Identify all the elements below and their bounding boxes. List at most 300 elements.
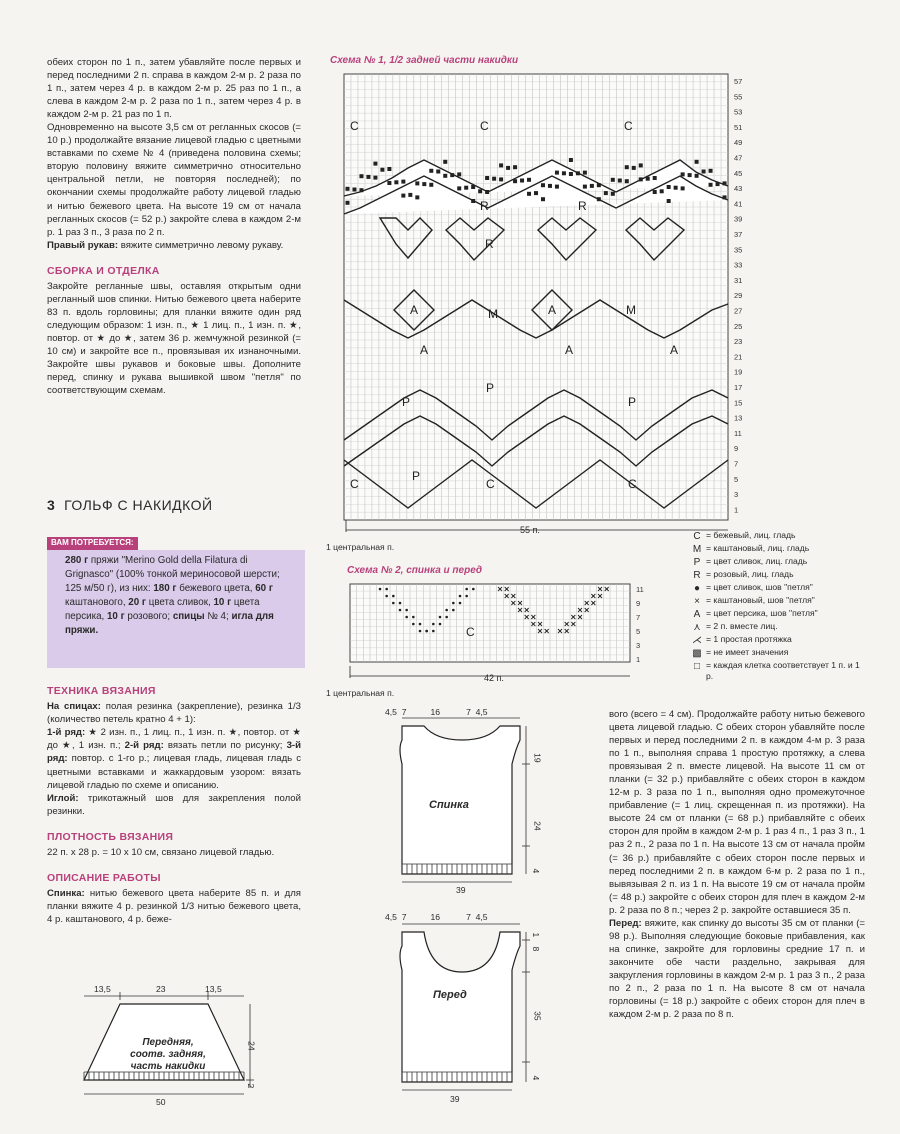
stitch-dot — [452, 602, 455, 605]
paragraph: обеих сторон по 1 п., затем убавляйте после первых и перед последними 2 п. справа в каждом 2-м р. 2 раза по 1 п., затем через 4 р. в каждом 2-м р. 25 раз по 1 п., а слева в каждом 2-м р. 2 раза по 1 п., затем через 4 р. в каждом 2-м р. 21 раз по 1 п. — [47, 57, 301, 121]
stitch-dot — [445, 616, 448, 619]
stitch-mark — [597, 197, 601, 201]
stitch-letter: A — [548, 303, 557, 317]
paragraph — [47, 792, 301, 818]
legend-text: = 1 простая протяжка — [706, 634, 792, 644]
stitch-mark — [520, 179, 524, 183]
stitch-mark — [590, 184, 594, 188]
front-dim-8: 8 — [531, 946, 542, 952]
paragraph-text: нитью бежевого цвета наберите 85 п. и для планки вяжите 4 р. резинкой 1/3 нитью бежевого цвета, 4 р. каштанового, 4 р. беже- — [47, 888, 301, 926]
materials-part: бежевого цвета, — [176, 582, 256, 594]
stitch-dot — [465, 595, 468, 598]
bold-term: Перед: — [609, 917, 642, 929]
stitch-letter: C — [350, 477, 359, 491]
stitch-mark — [625, 179, 629, 183]
row-number: 33 — [734, 260, 743, 270]
stitch-mark — [681, 186, 685, 190]
legend-symbol: R — [693, 570, 701, 581]
stitch-mark — [527, 178, 531, 182]
materials-part: 10 г — [106, 610, 125, 622]
scheme2-letter: C — [466, 625, 475, 639]
stitch-mark — [667, 199, 671, 203]
stitch-letter: C — [350, 119, 359, 133]
paragraph-text: вяжите симметрично левому рукаву. — [118, 239, 284, 251]
legend-item — [688, 660, 866, 686]
row-number: 55 — [734, 92, 743, 102]
stitch-mark — [471, 199, 475, 203]
front-outline — [400, 932, 520, 1082]
section-heading: ОПИСАНИЕ РАБОТЫ — [47, 872, 161, 884]
stitch-mark — [443, 174, 447, 178]
stitch-dot — [419, 630, 422, 633]
scheme1-caption: Схема № 1, 1/2 задней части накидки — [330, 55, 519, 66]
paragraph — [609, 917, 865, 1021]
legend-item — [688, 543, 866, 556]
stitch-mark — [513, 179, 517, 183]
materials-part: 20 г — [128, 596, 146, 608]
stitch-letter: R — [485, 237, 494, 251]
front-width: 39 — [450, 1094, 460, 1104]
stitch-mark — [660, 189, 664, 193]
stitch-mark — [709, 183, 713, 187]
back-dim-24: 24 — [532, 821, 543, 831]
scheme1-width-label: 55 п. — [520, 525, 540, 535]
stitch-mark — [457, 186, 461, 190]
left-column-bottom — [47, 684, 301, 926]
stitch-mark — [471, 185, 475, 189]
stitch-mark — [576, 171, 580, 175]
row-number: 49 — [734, 138, 743, 148]
stitch-mark — [618, 179, 622, 183]
stitch-dot — [472, 588, 475, 591]
stitch-mark — [422, 182, 426, 186]
dim: 16 — [430, 707, 441, 717]
cape-dim-24: 24 — [246, 1041, 257, 1051]
dim: 7 — [466, 912, 471, 922]
stitch-dot — [405, 616, 408, 619]
stitch-dot — [439, 616, 442, 619]
stitch-letter: C — [624, 119, 633, 133]
scheme1-row-numbers — [734, 77, 742, 514]
legend-text: = не имеет значения — [706, 647, 789, 657]
materials-part: каштанового, — [65, 596, 129, 608]
cape-label — [118, 1037, 218, 1073]
stitch-letter: A — [410, 303, 419, 317]
scheme1-center-label: 1 центральная п. — [326, 542, 395, 552]
row-number: 15 — [734, 398, 743, 408]
stitch-mark — [429, 183, 433, 187]
stitch-mark — [506, 166, 510, 170]
legend-item — [688, 634, 866, 647]
row-number: 23 — [734, 337, 743, 347]
paragraph — [47, 887, 301, 926]
stitch-mark — [709, 169, 713, 173]
bold-term: Иглой: — [47, 792, 79, 804]
stitch-mark — [688, 173, 692, 177]
stitch-mark — [346, 201, 350, 205]
legend-symbol: □ — [693, 661, 701, 672]
stitch-dot — [392, 602, 395, 605]
legend-symbol: M — [692, 544, 702, 555]
back-width: 39 — [456, 885, 466, 895]
stitch-mark — [702, 170, 706, 174]
paragraph: 22 п. x 28 р. = 10 x 10 см, связано лицевой гладью. — [47, 846, 275, 858]
paragraph-text: повтор. с 1-го р.; лицевая гладь, лицевая гладь с цветными вставками и жаккардовым узором: вязать лицевой гладью по схеме и описанию. — [47, 753, 301, 791]
stitch-mark — [667, 185, 671, 189]
legend-text: = цвет персика, шов "петля" — [706, 608, 818, 618]
row-number: 5 — [734, 474, 739, 484]
cape-width: 50 — [156, 1097, 166, 1107]
stitch-mark — [394, 180, 398, 184]
materials-part: № 4; — [204, 610, 232, 622]
stitch-mark — [485, 190, 489, 194]
bold-term: 3-й ряд: — [47, 740, 301, 765]
stitch-dot — [459, 595, 462, 598]
front-label: Перед — [433, 989, 467, 1001]
row-number: 25 — [734, 321, 743, 331]
stitch-mark — [653, 176, 657, 180]
stitch-dot — [399, 602, 402, 605]
section-heading: СБОРКА И ОТДЕЛКА — [47, 264, 160, 277]
stitch-mark — [443, 160, 447, 164]
row-number: 29 — [734, 291, 743, 301]
stitch-letter: R — [578, 199, 587, 213]
scheme2-grid — [350, 584, 630, 678]
stitch-mark — [583, 185, 587, 189]
stitch-mark — [695, 174, 699, 178]
legend-text: = каштановый, лиц. гладь — [706, 543, 810, 553]
row-number: 41 — [734, 199, 743, 209]
stitch-mark — [597, 183, 601, 187]
section-heading: ТЕХНИКА ВЯЗАНИЯ — [47, 685, 156, 697]
row-number: 1 — [636, 655, 641, 664]
materials-text — [65, 554, 295, 637]
bold-term: Правый рукав: — [47, 239, 119, 251]
front-dim-4: 4 — [531, 1075, 542, 1081]
stitch-mark — [646, 177, 650, 181]
cape-dim-mid: 23 — [156, 984, 166, 994]
dim: 4,5 — [475, 912, 488, 922]
row-number: 39 — [734, 214, 743, 224]
stitch-mark — [562, 171, 566, 175]
materials-part: розового; — [124, 610, 173, 622]
stitch-mark — [555, 185, 559, 189]
paragraph — [47, 239, 301, 252]
paragraph: Закройте регланные швы, оставляя открытым одни регланный шов спинки. Нитью бежевого цвета наберите 83 п. вдоль горловины; для планки вяжите один ряд следующим образом: 1 изн. п., ★ 1 лиц. п., 1 изн. п. ★, повтор. от ★ до ★, затем 36 р. жемчужной резинкой (= 10 см) и закройте все п., провязывая их изнаночными. Закройте швы рукавов и боковые швы. Дополните перед, спинку и рукава вышивкой швом "петля" по соответствующим схемам. — [47, 280, 301, 397]
scheme2-width-label: 42 п. — [484, 673, 504, 683]
stitch-letter: R — [480, 199, 489, 213]
row-number: 35 — [734, 245, 743, 255]
stitch-mark — [366, 175, 370, 179]
legend-item — [688, 595, 866, 608]
legend-item — [688, 608, 866, 621]
row-number: 53 — [734, 107, 743, 117]
stitch-mark — [681, 172, 685, 176]
row-number: 47 — [734, 153, 743, 163]
row-number: 51 — [734, 122, 743, 132]
dim: 4,5 — [385, 707, 397, 717]
stitch-mark — [401, 194, 405, 198]
stitch-mark — [723, 195, 727, 199]
materials-part: игла для пряжи. — [65, 610, 274, 636]
row-number: 45 — [734, 168, 743, 178]
stitch-dot — [412, 623, 415, 626]
stitch-dot — [419, 623, 422, 626]
stitch-mark — [401, 180, 405, 184]
stitch-mark — [485, 176, 489, 180]
row-number: 31 — [734, 275, 743, 285]
legend-text: = розовый, лиц. гладь — [706, 569, 794, 579]
stitch-mark — [541, 183, 545, 187]
row-number: 9 — [636, 599, 641, 608]
row-number: 27 — [734, 306, 743, 316]
stitch-letter: C — [480, 119, 489, 133]
stitch-mark — [387, 167, 391, 171]
stitch-mark — [492, 177, 496, 181]
materials-part: 60 г — [255, 582, 273, 594]
cape-dim-2: 2 — [246, 1083, 257, 1089]
materials-box — [47, 550, 305, 668]
row-number: 1 — [734, 505, 739, 515]
row-number: 13 — [734, 413, 743, 423]
stitch-mark — [632, 166, 636, 170]
stitch-dot — [465, 588, 468, 591]
stitch-dot — [432, 623, 435, 626]
row-number: 5 — [636, 627, 641, 636]
paragraph — [47, 726, 301, 791]
dim: 7 — [401, 707, 407, 717]
stitch-mark — [695, 160, 699, 164]
stitch-mark — [639, 177, 643, 181]
section-heading: ПЛОТНОСТЬ ВЯЗАНИЯ — [47, 830, 174, 843]
stitch-dot — [412, 616, 415, 619]
paragraph-text: вяжите, как спинку до высоты 35 см от планки (= 98 р.). Выполняя следующие боковые прибавления, как на спинке, закройте для горловины средние 17 п. и закончите обе части раздельно, закрывая для закругления горловины в каждом 2-м р. 1 раз 3 п., 2 раза по 2 п., 2 раза по 1 п. На высоте 8 см от начала горловины (= 18 р.) закройте с обеих сторон для плеч в каждом 2-м р. 2 раза по 8 п. — [609, 917, 865, 1021]
materials-label: ВАМ ПОТРЕБУЕТСЯ: — [47, 537, 138, 550]
front-pattern — [378, 910, 538, 1110]
stitch-mark — [548, 184, 552, 188]
grid-frame — [344, 74, 728, 520]
section-number: 3 — [47, 497, 56, 513]
legend-item — [688, 569, 866, 582]
stitch-mark — [429, 169, 433, 173]
paragraph-text: вязать петли по рисунку; — [163, 740, 287, 752]
stitch-dot — [405, 609, 408, 612]
materials-part: 180 г — [153, 582, 177, 594]
row-number: 19 — [734, 367, 743, 377]
row-number: 11 — [734, 428, 742, 438]
row-number: 43 — [734, 184, 743, 194]
materials-part: цвета персика, — [65, 596, 260, 622]
stitch-dot — [459, 602, 462, 605]
stitch-mark — [583, 171, 587, 175]
legend-text: = 2 п. вместе лиц. — [706, 621, 778, 631]
legend-symbol: A — [693, 609, 701, 620]
stitch-mark — [513, 165, 517, 169]
stitch-mark — [716, 182, 720, 186]
stitch-mark — [352, 188, 356, 192]
row-number: 7 — [734, 459, 739, 469]
bold-term: 1-й ряд: — [47, 727, 86, 739]
bold-term: На спицах: — [47, 701, 101, 713]
legend-text: = цвет сливок, лиц. гладь — [706, 556, 808, 566]
dim: 16 — [430, 912, 441, 922]
stitch-mark — [555, 171, 559, 175]
dim: 7 — [401, 912, 407, 922]
stitch-mark — [499, 177, 503, 181]
legend-item — [688, 582, 866, 595]
legend-item — [688, 647, 866, 660]
legend-text: = цвет сливок, шов "петля" — [706, 582, 813, 592]
stitch-mark — [674, 186, 678, 190]
stitch-mark — [534, 191, 538, 195]
stitch-mark — [415, 181, 419, 185]
back-label: Спинка — [429, 799, 469, 811]
stitch-mark — [478, 189, 482, 193]
materials-part: 10 г — [213, 596, 232, 608]
dim: 4,5 — [475, 707, 488, 717]
stitch-mark — [373, 162, 377, 166]
cape-label-line: часть накидки — [130, 1061, 206, 1072]
stitch-mark — [457, 172, 461, 176]
legend-symbol: ⋏ — [693, 622, 701, 633]
stitch-dot — [432, 630, 435, 633]
stitch-letter: M — [488, 307, 498, 321]
stitch-mark — [346, 187, 350, 191]
legend — [688, 530, 866, 686]
stitch-dot — [445, 609, 448, 612]
stitch-mark — [450, 173, 454, 177]
cape-label-line: соотв. задняя, — [130, 1049, 206, 1060]
stitch-mark — [464, 186, 468, 190]
stitch-dot — [452, 609, 455, 612]
stitch-mark — [359, 174, 363, 178]
legend-symbol: P — [693, 557, 701, 568]
legend-text: = бежевый, лиц. гладь — [706, 530, 796, 540]
dim: 7 — [466, 707, 471, 717]
stitch-mark — [611, 192, 615, 196]
stitch-mark — [625, 165, 629, 169]
legend-symbol: ⋌ — [692, 635, 702, 646]
stitch-mark — [639, 163, 643, 167]
bold-term: 2-й ряд: — [124, 740, 164, 752]
materials-part: пряжи "Merino Gold della Filatura di Grignasco" (100% тонкой мериносовой шерсти; 125 м/50 г), из них: — [65, 555, 280, 594]
stitch-mark — [408, 193, 412, 197]
cape-dim-right: 13,5 — [205, 984, 222, 994]
stitch-dot — [379, 588, 382, 591]
stitch-letter: P — [402, 395, 411, 409]
row-number: 17 — [734, 383, 743, 392]
legend-text: = каждая клетка соответствует 1 п. и 1 р. — [706, 660, 860, 682]
paragraph-text: ★ 2 изн. п., 1 лиц. п., 1 изн. п. ★, повтор. от ★ до ★, 1 изн. п.; — [47, 727, 301, 752]
front-dim-35: 35 — [532, 1011, 543, 1021]
scheme2-row-numbers — [636, 585, 644, 664]
legend-symbol: × — [694, 596, 700, 607]
stitch-mark — [541, 197, 545, 201]
section-title — [47, 496, 213, 515]
stitch-dot — [385, 595, 388, 598]
stitch-mark — [436, 170, 440, 174]
stitch-mark — [373, 176, 377, 180]
stitch-mark — [611, 178, 615, 182]
stitch-letter: P — [486, 381, 495, 395]
stitch-mark — [723, 181, 727, 185]
paragraph-text: полая резинка (закрепление), резинка 1/3 (количество петель кратно 4 + 1): — [47, 701, 301, 726]
stitch-mark — [387, 181, 391, 185]
cape-dim-left: 13,5 — [94, 984, 111, 994]
legend-item — [688, 556, 866, 569]
legend-item — [688, 621, 866, 634]
stitch-mark — [527, 192, 531, 196]
back-top-dims — [385, 707, 488, 719]
stitch-mark — [569, 172, 573, 176]
dim: 4,5 — [385, 912, 397, 922]
row-number: 3 — [734, 490, 739, 500]
stitch-mark — [569, 158, 573, 162]
left-column-top — [47, 56, 301, 397]
cape-label-line: Передняя, — [142, 1037, 194, 1048]
scheme1-chart — [320, 68, 750, 536]
back-dim-4: 4 — [531, 868, 542, 874]
scheme2-caption: Схема № 2, спинка и перед — [347, 565, 483, 576]
stitch-letter: A — [565, 343, 574, 357]
stitch-dot — [385, 588, 388, 591]
paragraph-text: трикотажный шов для закрепления полой резинки. — [47, 792, 301, 817]
legend-symbol: ▩ — [692, 648, 702, 659]
stitch-dot — [439, 623, 442, 626]
stitch-letter: C — [628, 477, 637, 491]
row-number: 57 — [734, 77, 743, 86]
right-column — [609, 708, 865, 1021]
front-top-dims — [385, 912, 488, 924]
legend-item — [688, 530, 866, 543]
section-title-text: ГОЛЬФ С НАКИДКОЙ — [64, 497, 213, 513]
paragraph — [47, 700, 301, 726]
row-number: 21 — [734, 352, 743, 362]
stitch-mark — [359, 188, 363, 192]
row-number: 37 — [734, 230, 743, 239]
row-number: 9 — [734, 444, 739, 454]
materials-part: 280 г — [65, 555, 89, 566]
front-dim-1: 1 — [531, 932, 542, 938]
stitch-letter: A — [670, 343, 679, 357]
legend-symbol: ● — [693, 583, 701, 594]
stitch-letter: P — [412, 469, 421, 483]
paragraph: вого (всего = 4 см). Продолжайте работу нитью бежевого цвета лицевой гладью. С обеих сторон убавляйте после первых и перед последними 2 п. в каждом 4-м р. 3 раза по 1 п., выполняя справа 1 простую протяжку, а слева провязывая 2 п. вместе лицевой. На высоте 11 см от планки (= 32 р.) прибавляйте с обеих сторон в каждом 12-м р. 3 раза по 1 п., выполняя одно промежуточное прибавление (= 1 лиц. скрещенная п. из протяжки). На высоте 24 см от планки (= 68 р.) прибавляйте с обеих сторон для пройм в каждом 2-м р. 1 раз 4 п., 1 раз 3 п., 1 раз 2 п., 2 раза по 1 п. На высоте 13 см от начала пройм (= 36 р.) прибавляйте с обеих сторон после первых и перед последними 2 п. в каждом 6-м р. 2 раза по 1 п., вывязывая 2 п. из 1 п. На высоте 19 см от начала пройм (= 48 р.) закройте с обеих сторон для плеч в каждом 2-м р. 2 раза по 8 п.; через 2 р. закройте оставшиеся 35 п. — [609, 709, 865, 916]
stitch-mark — [499, 163, 503, 167]
bold-term: Спинка: — [47, 888, 85, 900]
stitch-dot — [425, 630, 428, 633]
row-number: 3 — [636, 641, 641, 650]
stitch-letter: M — [626, 303, 636, 317]
scheme2-center-label: 1 центральная п. — [326, 688, 395, 698]
back-dim-19: 19 — [532, 753, 543, 763]
stitch-dot — [399, 609, 402, 612]
stitch-dot — [392, 595, 395, 598]
materials-part: спицы — [172, 610, 205, 622]
stitch-letter: A — [420, 343, 429, 357]
stitch-mark — [415, 195, 419, 199]
legend-symbol: C — [693, 531, 701, 542]
legend-text: = каштановый, шов "петля" — [706, 595, 815, 605]
stitch-mark — [380, 168, 384, 172]
materials-part: цвета сливок, — [146, 596, 214, 608]
stitch-letter: P — [628, 395, 637, 409]
stitch-letter: C — [486, 477, 495, 491]
row-number: 7 — [636, 613, 641, 622]
row-number: 11 — [636, 585, 644, 594]
stitch-mark — [604, 191, 608, 195]
paragraph: Одновременно на высоте 3,5 см от регланных скосов (= 10 р.) продолжайте вязание лицевой гладью с цветными вставками по схеме № 4 (приведена половина схемы; вторую половину вяжите симметрично относительно центральной петли, не повторяя последней); по окончании схемы продолжайте работу лицевой гладью и нитью бежевого цвета. На высоте 19 см от начала регланных скосов (= 52 р.) закройте слева в каждом 2-м р. 1 раз 3 п., 3 раза по 2 п. — [47, 122, 301, 238]
